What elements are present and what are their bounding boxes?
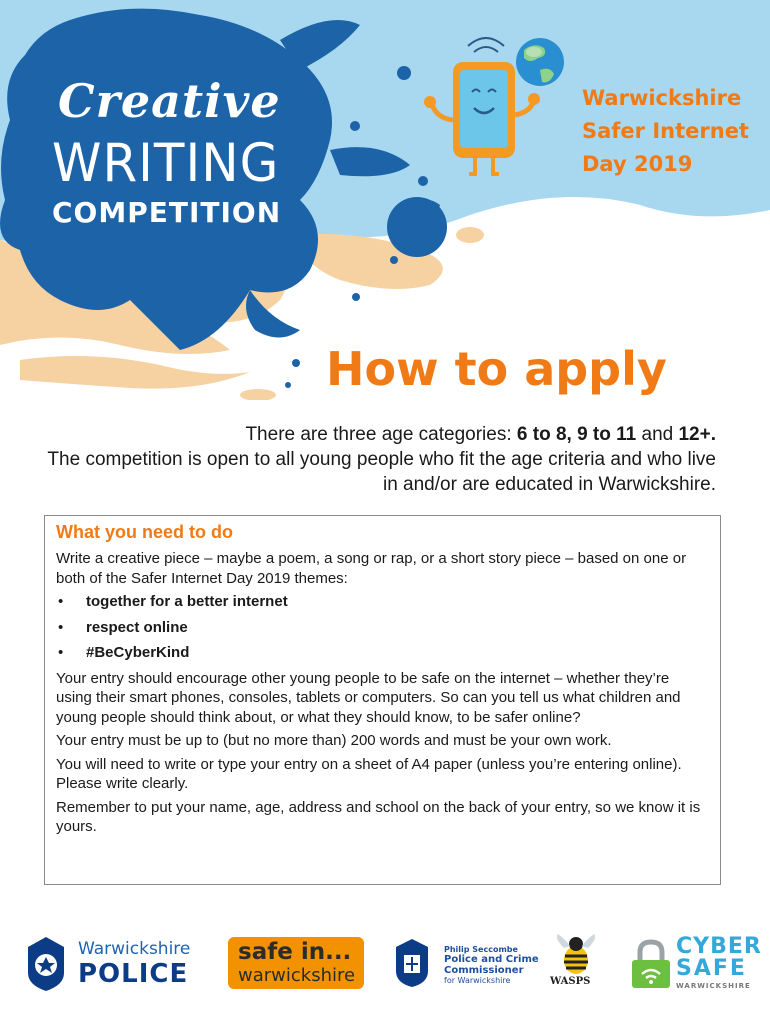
safe-in-logo-top-text: safe in... — [238, 939, 352, 965]
instructions-paragraph: You will need to write or type your entry on a sheet of A4 paper (unless you’re entering online). Please write clearly. — [56, 755, 682, 792]
cyber-logo-line: CYBER — [676, 934, 762, 959]
competition-title-script: Creative — [58, 74, 281, 128]
theme-item: • together for a better internet — [56, 592, 709, 612]
globe-illustration — [516, 38, 564, 86]
instructions-paragraph: Your entry should encourage other young people to be safe on the internet – whether they’re using their smart phones, consoles, tablets or computers. So can you tell us what children and young people should think about, or what they should know, to be safer online? — [56, 669, 681, 726]
pcc-logo-name: Philip Seccombe — [444, 945, 518, 954]
event-title-line: Safer Internet — [582, 119, 749, 143]
instructions-paragraph: Remember to put your name, age, address and school on the back of your entry, so we know it is yours. — [56, 798, 701, 835]
page-heading: How to apply — [326, 342, 667, 396]
event-title-line: Day 2019 — [582, 152, 693, 176]
themes-list — [56, 592, 709, 663]
intro-paragraph — [40, 422, 716, 497]
police-logo-bottom-text: POLICE — [78, 959, 189, 989]
competition-title-sub: COMPETITION — [52, 196, 282, 229]
intro-category: 6 to 8, 9 to 11 — [516, 424, 637, 445]
police-crest-icon — [24, 935, 68, 993]
cyber-logo-area: WARWICKSHIRE — [676, 982, 751, 990]
event-title-line: Warwickshire — [582, 86, 742, 110]
instructions-paragraph: Your entry must be up to (but no more than) 200 words and must be your own work. — [56, 732, 612, 749]
competition-title-main: WRITING — [52, 132, 280, 194]
cyber-logo-line: SAFE — [676, 956, 747, 981]
pcc-logo-area: for Warwickshire — [444, 976, 511, 985]
padlock-wifi-icon — [630, 938, 672, 990]
pcc-crest-icon — [392, 937, 432, 989]
pcc-logo-title: Commissioner — [444, 965, 524, 976]
instructions-box — [44, 515, 721, 885]
pcc-logo-title: Police and Crime — [444, 954, 539, 965]
police-logo-top-text: Warwickshire — [78, 939, 191, 959]
instructions-title: What you need to do — [56, 522, 233, 542]
intro-text: There are three age categories: — [245, 424, 517, 445]
instructions-paragraph: Write a creative piece – maybe a poem, a song or rap, or a short story piece – based on one or both of the Safer Internet Day 2019 themes: — [56, 550, 687, 587]
theme-item: • #BeCyberKind — [56, 643, 709, 663]
wasp-icon — [552, 934, 600, 976]
event-title — [582, 82, 762, 181]
intro-category: 12+. — [678, 424, 716, 445]
theme-item: • respect online — [56, 618, 709, 638]
sponsor-logos — [0, 930, 770, 1000]
safe-in-logo-bottom-text: warwickshire — [238, 965, 356, 986]
intro-eligibility: The competition is open to all young people who fit the age criteria and who live in and/or are educated in Warwickshire. — [47, 449, 716, 495]
wasps-logo-text: WASPS — [550, 976, 591, 987]
pcc-logo-text — [444, 945, 539, 985]
cyber-safe-logo-text — [676, 936, 762, 990]
intro-text: and — [636, 424, 679, 445]
safe-in-warwickshire-logo — [228, 937, 364, 989]
warwickshire-police-logo — [24, 935, 204, 995]
